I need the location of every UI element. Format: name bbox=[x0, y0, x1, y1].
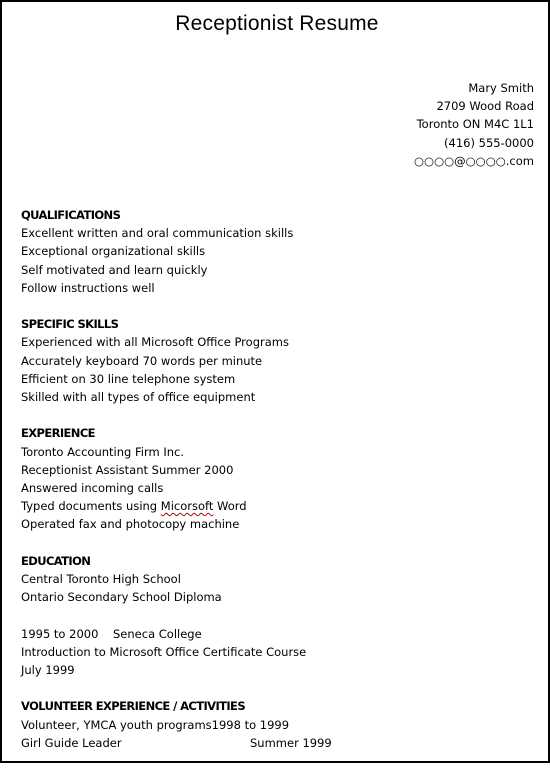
education-diploma: Ontario Secondary School Diploma bbox=[21, 590, 222, 605]
education-section bbox=[21, 552, 332, 679]
skill-item: Accurately keyboard 70 words per minute bbox=[21, 353, 263, 368]
experience-position: Receptionist Assistant Summer 2000 bbox=[21, 462, 234, 477]
skill-item: Skilled with all types of office equipment bbox=[21, 390, 256, 405]
education-school: Central Toronto High School bbox=[21, 572, 181, 587]
contact-email: ○○○○@○○○○.com bbox=[414, 153, 534, 168]
misspelled-word: Micorsoft bbox=[160, 499, 214, 514]
experience-duty-prefix: Typed documents using bbox=[21, 499, 161, 514]
volunteer-item: Volunteer, YMCA youth programs1998 to 1999 bbox=[21, 717, 290, 732]
qualification-item: Follow instructions well bbox=[21, 280, 155, 295]
experience-duty: Answered incoming calls bbox=[21, 481, 164, 496]
education-heading: EDUCATION bbox=[21, 553, 91, 568]
qualifications-section bbox=[21, 206, 332, 297]
experience-duty: Operated fax and photocopy machine bbox=[21, 517, 240, 532]
volunteer-role: Girl Guide Leader bbox=[21, 735, 122, 750]
volunteer-item bbox=[21, 734, 332, 752]
education-course-date: July 1999 bbox=[21, 663, 75, 678]
volunteer-section bbox=[21, 697, 332, 752]
experience-employer: Toronto Accounting Firm Inc. bbox=[21, 444, 184, 459]
education-course: Introduction to Microsoft Office Certificate Course bbox=[21, 644, 307, 659]
experience-duty-suffix: Word bbox=[213, 499, 247, 514]
education-college: 1995 to 2000 Seneca College bbox=[21, 626, 202, 641]
contact-street: 2709 Wood Road bbox=[436, 99, 534, 114]
resume-body bbox=[21, 206, 332, 770]
qualification-item: Exceptional organizational skills bbox=[21, 244, 206, 259]
qualification-item: Excellent written and oral communication skills bbox=[21, 226, 294, 241]
experience-heading: EXPERIENCE bbox=[21, 426, 95, 441]
experience-duty bbox=[21, 497, 332, 515]
skills-section bbox=[21, 315, 332, 406]
experience-section bbox=[21, 424, 332, 533]
qualification-item: Self motivated and learn quickly bbox=[21, 262, 208, 277]
contact-phone: (416) 555-0000 bbox=[444, 135, 534, 150]
skill-item: Experienced with all Microsoft Office Programs bbox=[21, 335, 289, 350]
spacer bbox=[21, 606, 332, 624]
qualifications-heading: QUALIFICATIONS bbox=[21, 208, 121, 222]
skills-heading: SPECIFIC SKILLS bbox=[21, 317, 119, 332]
document-title: Receptionist Resume bbox=[175, 12, 379, 35]
contact-block bbox=[414, 79, 534, 170]
volunteer-date: Summer 1999 bbox=[250, 735, 332, 750]
contact-name: Mary Smith bbox=[468, 81, 534, 95]
volunteer-heading: VOLUNTEER EXPERIENCE / ACTIVITIES bbox=[21, 699, 245, 714]
contact-city: Toronto ON M4C 1L1 bbox=[416, 117, 534, 132]
skill-item: Efficient on 30 line telephone system bbox=[21, 371, 236, 386]
